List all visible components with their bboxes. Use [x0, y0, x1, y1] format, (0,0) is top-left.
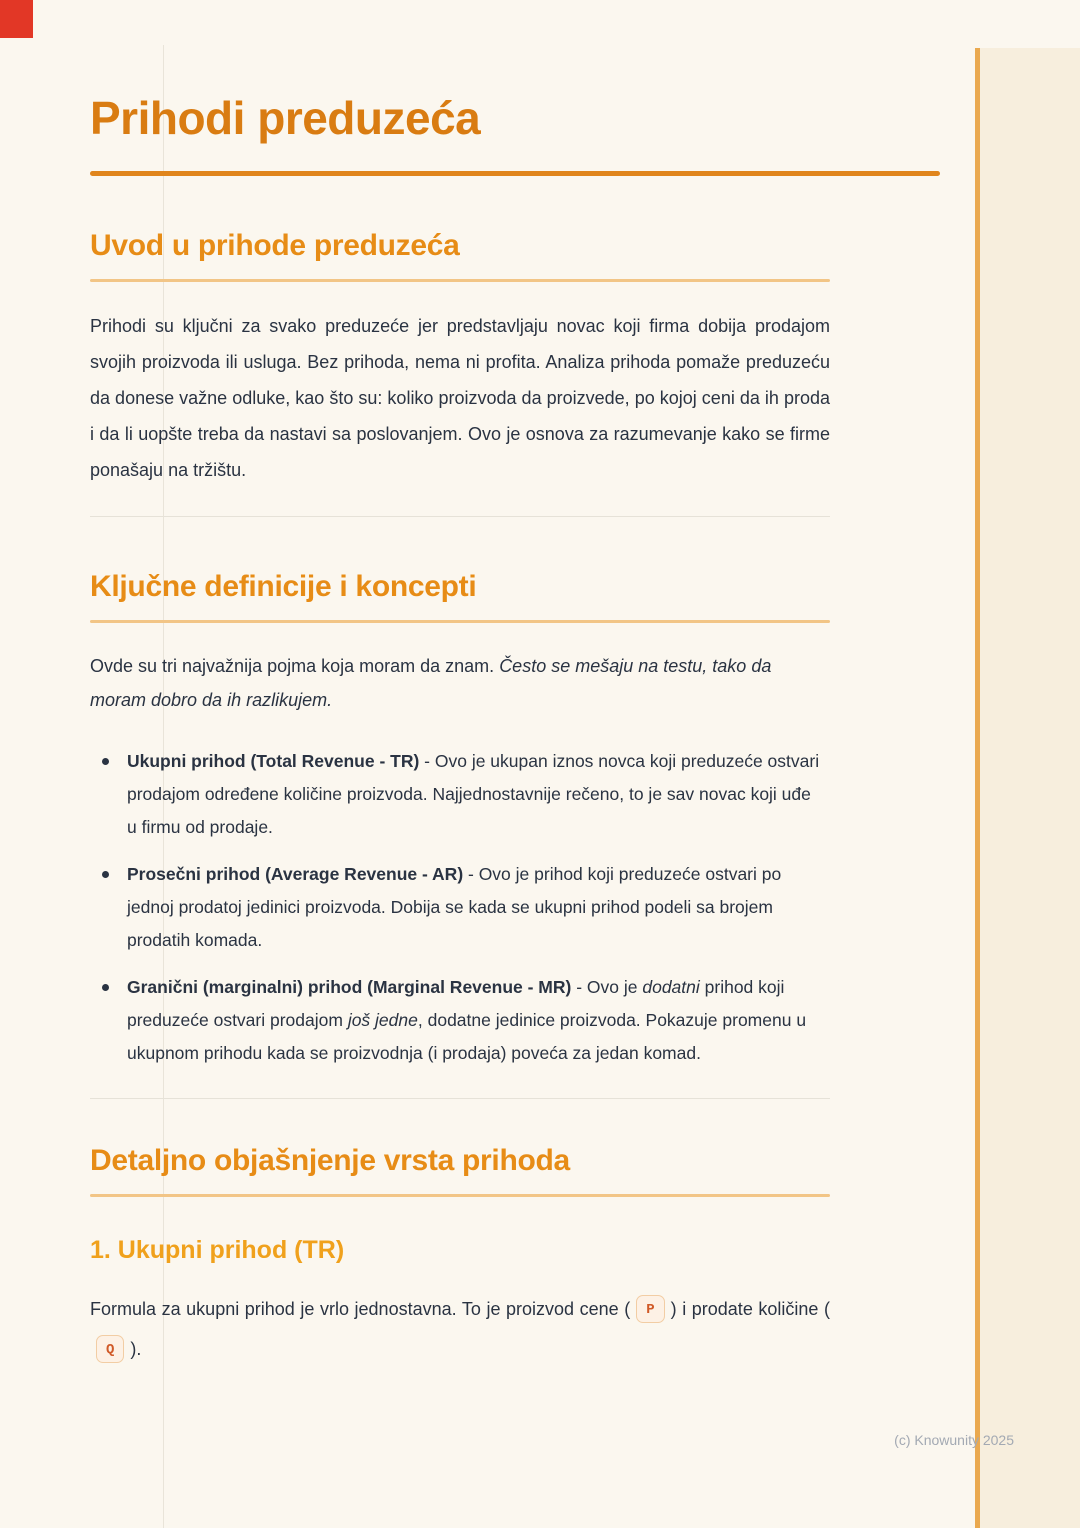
- term-description-italic: još jedne: [347, 1009, 418, 1030]
- lead-normal-text: Ovde su tri najvažnija pojma koja moram da znam.: [90, 655, 500, 676]
- section-divider: [90, 1098, 830, 1099]
- section-heading-detailed: Detaljno objašnjenje vrsta prihoda: [90, 1143, 570, 1177]
- term-description: , dodatne jedinice proizvoda. Pokazuje promenu u ukupnom prihodu kada se proizvodnja (i prodaja) poveća za jedan komad.: [127, 1009, 807, 1063]
- formula-text: Formula za ukupni prihod je vrlo jednostavna. To je proizvod cene (: [90, 1298, 631, 1319]
- red-corner-mark: [0, 0, 33, 38]
- list-item-average-revenue: [90, 858, 825, 957]
- inline-code-quantity: [96, 1335, 124, 1363]
- term-label: Granični (marginalni) prihod (Marginal Revenue - MR): [127, 976, 572, 997]
- term-description: - Ovo je prihod koji preduzeće ostvari po jednoj prodatoj jedinici proizvoda. Dobija se kada se ukupni prihod podeli sa brojem prodatih komada.: [127, 863, 782, 950]
- section-heading-intro: Uvod u prihode preduzeća: [90, 228, 460, 262]
- inline-code-price: [636, 1295, 664, 1323]
- term-label: Prosečni prihod (Average Revenue - AR): [127, 863, 464, 884]
- section-definitions: [90, 569, 1080, 1070]
- title-divider: [90, 171, 940, 176]
- intro-paragraph: Prihodi su ključni za svako preduzeće jer predstavljaju novac koji firma dobija prodajom svojih proizvoda ili usluga. Bez prihoda, nema ni profita. Analiza prihoda pomaže preduzeću da donese važne odluke, kao što su: koliko proizvoda da proizvede, po kojoj ceni da ih proda i da li uopšte treba da nastavi sa poslovanjem. Ovo je osnova za razumevanje kako se firme ponašaju na tržištu.: [90, 315, 830, 480]
- copyright-footer: (c) Knowunity 2025: [894, 1432, 1014, 1448]
- definitions-lead-paragraph: [90, 649, 830, 717]
- formula-text: ) i prodate količine (: [670, 1298, 830, 1319]
- heading-underline: [90, 279, 830, 282]
- section-intro: [90, 228, 1080, 488]
- term-description: - Ovo je: [571, 976, 643, 997]
- code-q: Q: [106, 1341, 115, 1358]
- lead-italic-text: Često se mešaju na testu, tako da moram dobro da ih razlikujem.: [90, 655, 772, 710]
- section-detailed: [90, 1143, 1080, 1369]
- formula-text: ).: [130, 1338, 142, 1359]
- heading-underline: [90, 620, 830, 623]
- list-item-total-revenue: [90, 745, 825, 844]
- definitions-list: [90, 745, 825, 1070]
- term-description: - Ovo je ukupan iznos novca koji preduzeće ostvari prodajom određene količine proizvoda. Najjednostavnije rečeno, to je sav novac koji uđe u firmu od prodaje.: [127, 750, 820, 837]
- heading-underline: [90, 1194, 830, 1197]
- formula-paragraph: [90, 1289, 830, 1369]
- term-description-italic: dodatni: [642, 976, 700, 997]
- section-divider: [90, 516, 830, 517]
- code-p: P: [646, 1301, 655, 1318]
- term-description: prihod koji preduzeće ostvari prodajom: [127, 976, 785, 1030]
- section-heading-definitions: Ključne definicije i koncepti: [90, 569, 477, 603]
- page-title: Prihodi preduzeća: [90, 92, 481, 144]
- subsection-heading-total-revenue: 1. Ukupni prihod (TR): [90, 1235, 345, 1264]
- term-label: Ukupni prihod (Total Revenue - TR): [127, 750, 420, 771]
- list-item-marginal-revenue: [90, 971, 825, 1070]
